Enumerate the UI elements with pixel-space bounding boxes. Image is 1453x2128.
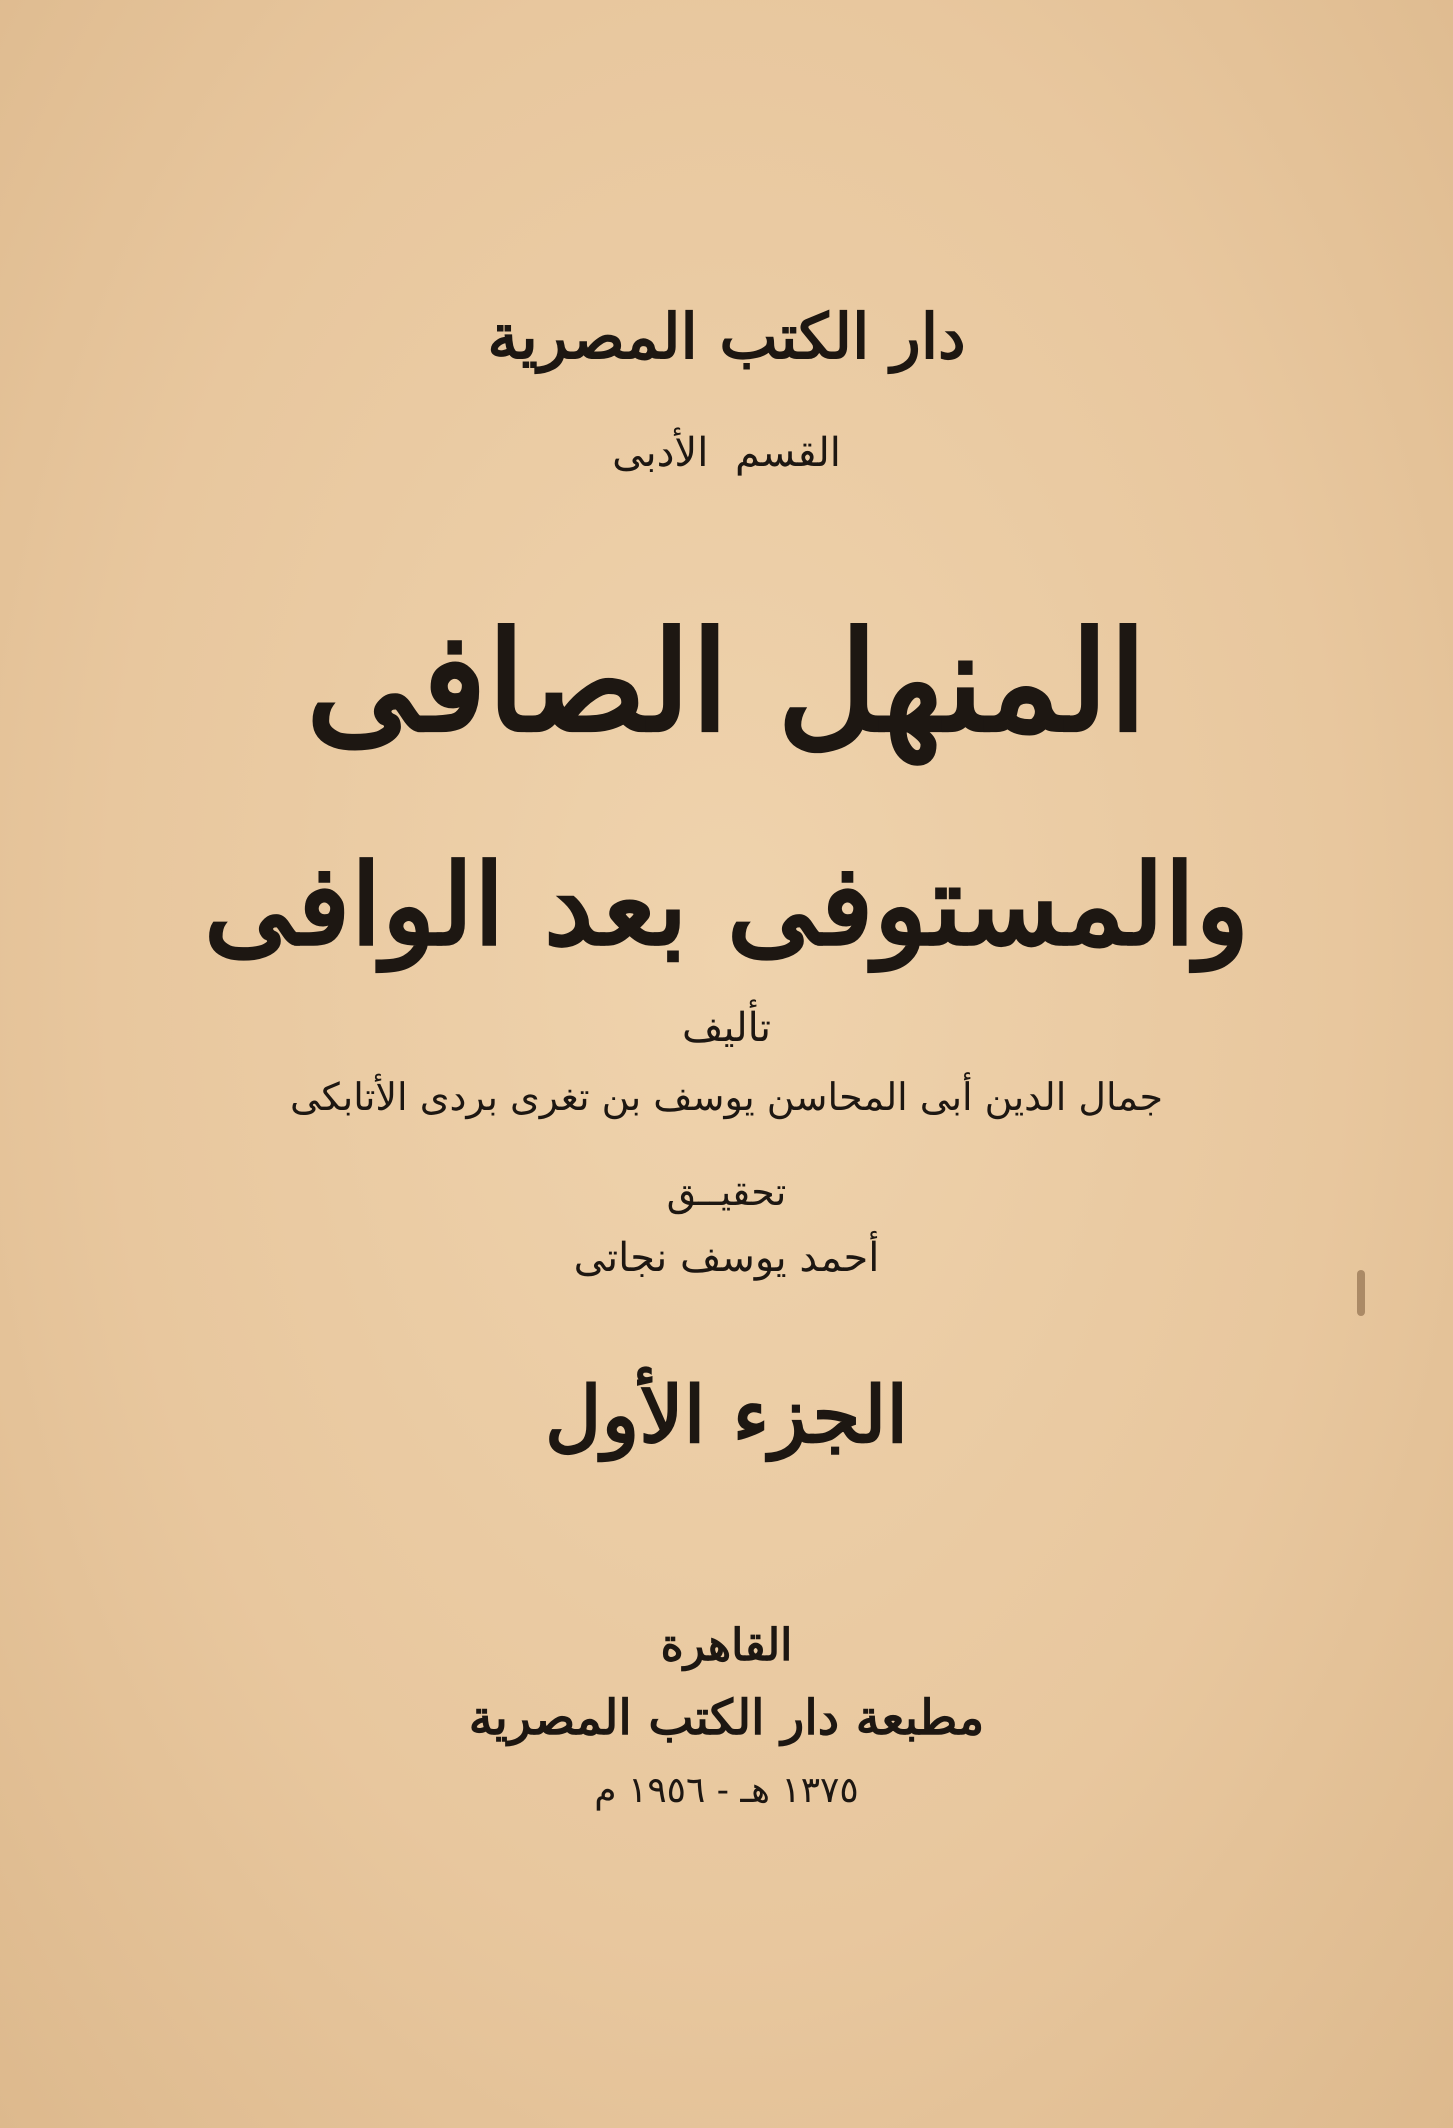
printing-press: مطبعة دار الكتب المصرية [468,1690,985,1746]
book-title-line1: المنهل الصافى [305,600,1148,763]
publication-city: القاهرة [660,1620,793,1671]
edited-by-label: تحقيــق [666,1170,787,1214]
volume-label: الجزء الأول [544,1370,909,1461]
publisher-name: دار الكتب المصرية [487,300,966,373]
authored-by-label: تأليف [682,1005,771,1051]
author-name: جمال الدين أبى المحاسن يوسف بن تغرى بردى الأتابكى [290,1075,1163,1119]
editor-name: أحمد يوسف نجاتى [573,1235,880,1281]
book-title-line2: والمستوفى بعد الوافى [203,840,1250,971]
paper-blemish [1357,1270,1365,1316]
publication-date: ١٣٧٥ هـ - ١٩٥٦ م [594,1770,859,1811]
section-name: القسم الأدبى [612,430,841,476]
